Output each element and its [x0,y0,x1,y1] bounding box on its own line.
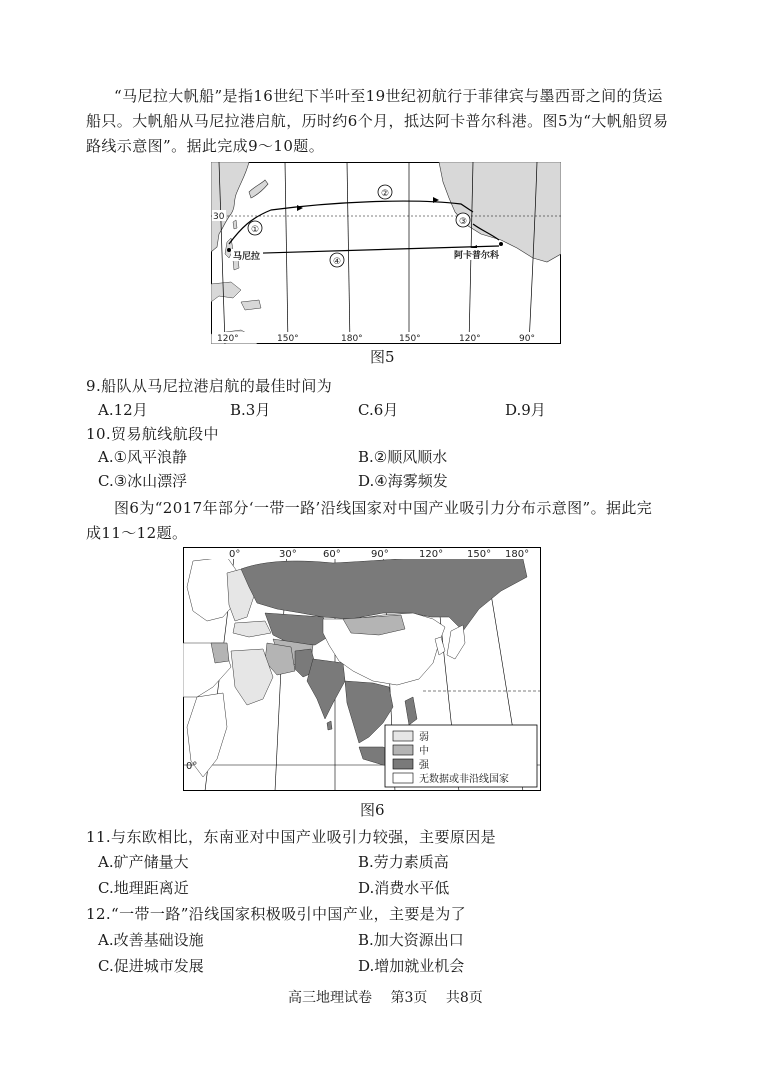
lon-label-150e: 150° [277,334,299,344]
figure5-caption: 图5 [370,348,395,366]
legend-label-none: 无数据或非沿线国家 [419,774,509,785]
route-marker-3: ③ [458,217,468,227]
figure6-map [183,547,541,791]
legend-label-mid: 中 [419,746,429,757]
intro2-line1: 图6为“2017年部分‘一带一路’沿线国家对中国产业吸引力分布示意图”。据此完 [114,499,653,517]
region-sri-lanka [327,721,332,730]
q9-stem: 9.船队从马尼拉港启航的最佳时间为 [86,377,333,395]
q10-option-a[interactable]: A.①风平浪静 [98,448,188,466]
q12-option-c[interactable]: C.促进城市发展 [98,957,204,975]
legend-label-strong: 强 [419,760,429,771]
intro1-line2: 船只。大帆船从马尼拉港启航，历时约6个月，抵达阿卡普尔科港。图5为“大帆船贸易 [86,112,669,130]
figure6-legend [385,725,537,787]
q10-option-d[interactable]: D.④海雾频发 [358,472,448,490]
q11-option-d[interactable]: D.消费水平低 [358,879,450,897]
lon-label-150w: 150° [399,334,421,344]
lon-label-120w: 120° [459,334,481,344]
page-footer [288,988,497,1008]
q10-option-b[interactable]: B.②顺风顺水 [358,448,448,466]
lon6-label-0: 0° [229,549,241,560]
lat-label-30: 30 [213,212,225,222]
q12-option-a[interactable]: A.改善基础设施 [98,931,204,949]
q9-option-a[interactable]: A.12月 [98,401,148,419]
q9-option-b[interactable]: B.3月 [230,401,271,419]
footer-exam-title: 高三地理试卷 [288,990,372,1006]
q11-option-a[interactable]: A.矿产储量大 [98,853,189,871]
route-marker-1: ① [250,225,260,235]
lon-label-90w: 90° [519,334,535,344]
q11-option-b[interactable]: B.劳力素质高 [358,853,449,871]
lon-label-120e: 120° [217,334,239,344]
lon6-label-150: 150° [467,549,492,560]
legend-swatch-mid [393,745,413,755]
footer-page-number: 第3页 [390,990,428,1006]
figure6-caption: 图6 [360,801,385,819]
lon-label-180: 180° [341,334,363,344]
legend-swatch-strong [393,759,413,769]
q12-option-b[interactable]: B.加大资源出口 [358,931,464,949]
q9-option-c[interactable]: C.6月 [358,401,399,419]
route-marker-2: ② [380,189,390,199]
place-acapulco: 阿卡普尔科 [454,251,500,261]
lon6-label-120: 120° [419,549,444,560]
q11-stem: 11.与东欧相比，东南亚对中国产业吸引力较强，主要原因是 [86,828,497,846]
place-manila: 马尼拉 [233,252,261,262]
q9-option-d[interactable]: D.9月 [505,401,546,419]
intro1-line3: 路线示意图”。据此完成9～10题。 [86,137,325,155]
q12-option-d[interactable]: D.增加就业机会 [358,957,465,975]
q10-option-c[interactable]: C.③冰山漂浮 [98,472,188,490]
footer-total-pages: 共8页 [445,990,483,1006]
q11-option-c[interactable]: C.地理距离近 [98,879,189,897]
legend-swatch-none [393,773,413,783]
route-marker-4: ④ [332,257,342,267]
q12-stem: 12.“一带一路”沿线国家积极吸引中国产业，主要是为了 [86,905,466,923]
legend-label-weak: 弱 [419,732,429,743]
intro1-line1: “马尼拉大帆船”是指16世纪下半叶至19世纪初航行于菲律宾与墨西哥之间的货运 [114,87,663,105]
lon6-label-180: 180° [505,549,530,560]
legend-swatch-weak [393,731,413,741]
lon6-label-30: 30° [279,549,297,560]
intro2-line2: 成11～12题。 [86,524,188,542]
taiwan-island [233,220,237,229]
equator-label: 0° [186,761,198,772]
figure5-map [211,162,561,344]
lon6-label-90: 90° [371,549,389,560]
q10-stem: 10.贸易航线航段中 [86,425,219,443]
lon6-label-60: 60° [323,549,341,560]
